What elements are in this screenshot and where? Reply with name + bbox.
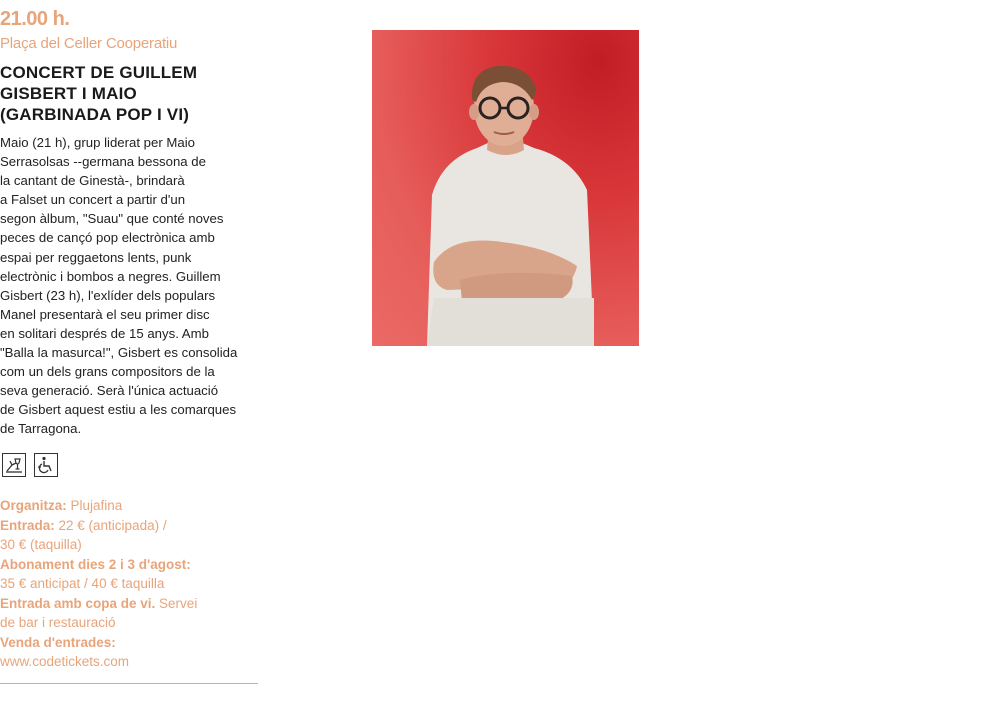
info-entrada	[0, 516, 270, 536]
section-divider	[0, 683, 258, 684]
amenity-icons	[2, 453, 58, 477]
wine-tasting-icon	[2, 453, 26, 477]
info-label: Entrada:	[0, 517, 55, 533]
wheelchair-accessible-icon	[34, 453, 58, 477]
info-value: Servei	[155, 595, 198, 611]
event-title-line: GISBERT I MAIO	[0, 84, 137, 103]
description-line: com un dels grans compositors de la	[0, 364, 215, 380]
info-abonament-value: 35 € anticipat / 40 € taquilla	[0, 576, 165, 591]
description-line: peces de cançó pop electrònica amb	[0, 230, 215, 246]
description-line: Manel presentarà el seu primer disc	[0, 306, 210, 322]
info-venda-link[interactable]: www.codetickets.com	[0, 654, 130, 669]
description-line: Maio (21 h), grup liderat per Maio	[0, 135, 195, 150]
event-venue: Plaça del Celler Cooperatiu	[0, 35, 178, 52]
info-label: Venda d'entrades:	[0, 634, 116, 650]
description-line: espai per reggaetons lents, punk	[0, 249, 192, 265]
description-line: de Gisbert aquest estiu a les comarques	[0, 402, 237, 418]
info-label: Organitza:	[0, 498, 67, 513]
info-entrada-2: 30 € (taquilla)	[0, 537, 82, 552]
info-venda	[0, 633, 270, 653]
photo-credit: GUILLEM GISBERT	[995, 218, 1004, 292]
event-title-line: (GARBINADA POP I VI)	[0, 105, 190, 124]
event-title-line: CONCERT DE GUILLEM	[0, 63, 198, 82]
info-value: 22 € (anticipada) /	[54, 517, 167, 533]
description-line: Serrasolsas --germana bessona de	[0, 154, 206, 170]
event-description	[0, 133, 270, 439]
artist-portrait-illustration	[372, 30, 639, 346]
info-organitza	[0, 496, 270, 516]
description-line: en solitari després de 15 anys. Amb	[0, 325, 209, 341]
info-copa	[0, 594, 270, 614]
description-line: electrònic i bombos a negres. Guillem	[0, 268, 221, 284]
ticket-info	[0, 496, 270, 672]
description-line: "Balla la masurca!", Gisbert es consolida	[0, 345, 238, 361]
info-label: Entrada amb copa de vi.	[0, 595, 156, 611]
description-line: la cantant de Ginestà-, brindarà	[0, 173, 185, 189]
description-line: segon àlbum, "Suau" que conté noves	[0, 211, 224, 227]
info-abonament	[0, 555, 270, 575]
info-copa-2: de bar i restauració	[0, 615, 116, 630]
event-title	[0, 62, 270, 125]
event-time: 21.00 h.	[0, 8, 70, 30]
info-label: Abonament dies 2 i 3 d'agost:	[0, 556, 191, 572]
description-line: seva generació. Serà l'única actuació	[0, 383, 219, 399]
description-line: Gisbert (23 h), l'exlíder dels populars	[0, 287, 216, 303]
info-value: Plujafina	[66, 498, 123, 513]
description-line: de Tarragona.	[0, 421, 82, 437]
description-line: a Falset un concert a partir d'un	[0, 192, 186, 208]
artist-photo	[372, 30, 1004, 346]
